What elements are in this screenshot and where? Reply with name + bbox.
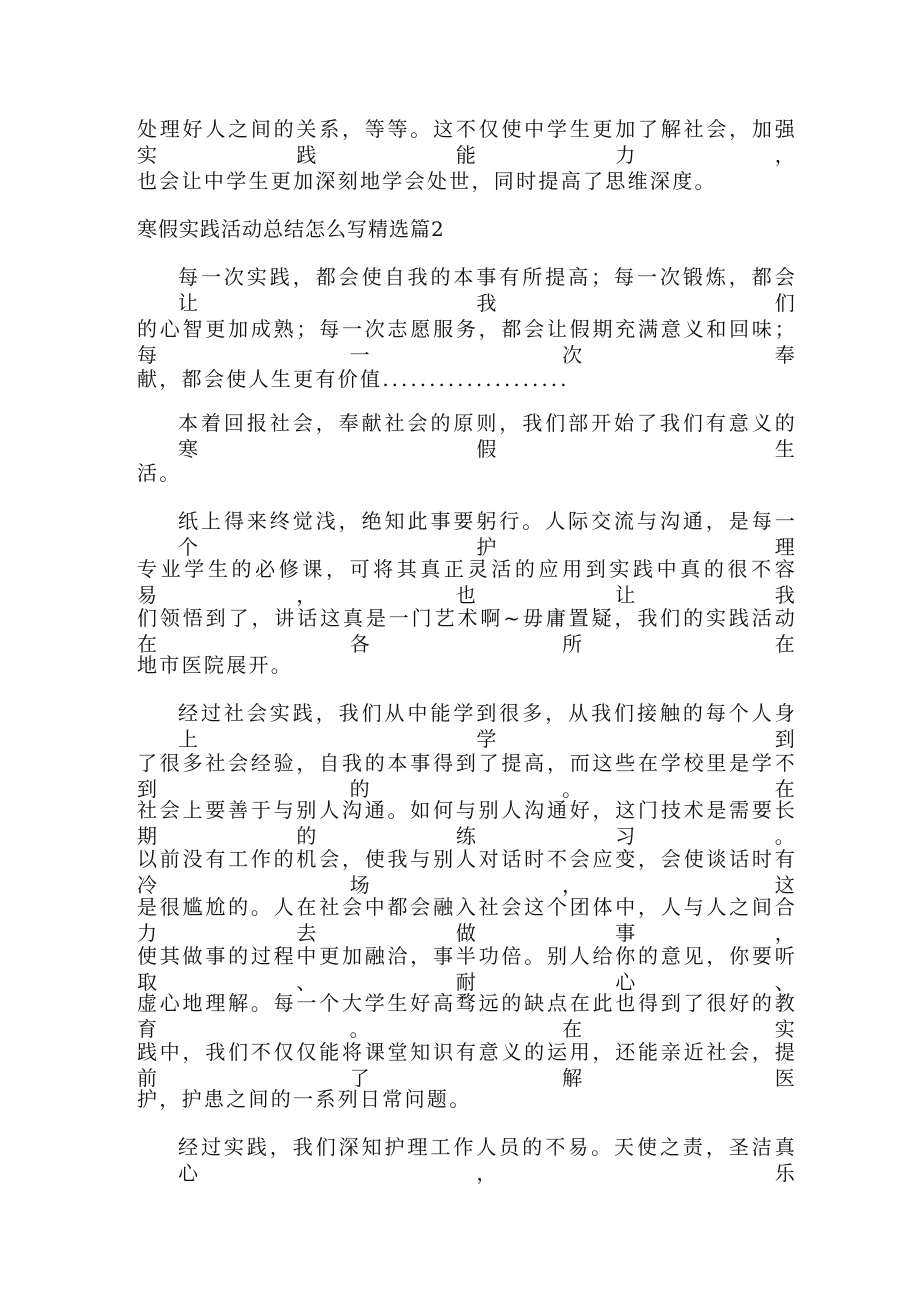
- paragraph4-line-8: 践中，我们不仅仅能将课堂知识有意义的运用，还能亲近社会，提前了解医: [137, 1040, 797, 1090]
- paragraph3-line-1: 纸上得来终觉浅，绝知此事要躬行。人际交流与沟通，是每一个护理: [178, 509, 797, 559]
- continuation-line-2: 也会让中学生更加深刻地学会处世，同时提高了思维深度。: [137, 169, 717, 193]
- paragraph2-line-2: 活。: [137, 461, 182, 485]
- paragraph1-line-1: 每一次实践，都会使自我的本事有所提高；每一次锻炼，都会让我们: [178, 265, 797, 315]
- continuation-line-1: 处理好人之间的关系，等等。这不仅使中学生更加了解社会，加强实践能力，: [137, 117, 797, 167]
- paragraph1-line-3-text: 献，都会使人生更有价值: [137, 367, 383, 391]
- paragraph4-line-7: 虚心地理解。每一个大学生好高骛远的缺点在此也得到了很好的教育。在实: [137, 991, 797, 1041]
- paragraph3-line-4: 地市医院展开。: [137, 653, 294, 677]
- paragraph4-line-5: 是很尴尬的。人在社会中都会融入社会这个团体中，人与人之间合力去做事，: [137, 895, 797, 945]
- paragraph1-line-3: [137, 366, 797, 392]
- paragraph4-line-2: 了很多社会经验，自我的本事得到了提高，而这些在学校里是学不到的。在: [137, 751, 797, 801]
- paragraph3-line-3: 们领悟到了，讲话这真是一门艺术啊~毋庸置疑，我们的实践活动在各所在: [137, 606, 797, 656]
- paragraph4-line-3: 社会上要善于与别人沟通。如何与别人沟通好，这门技术是需要长期的练习。: [137, 798, 797, 848]
- paragraph2-line-1: 本着回报社会，奉献社会的原则，我们部开始了我们有意义的寒假生: [178, 411, 797, 461]
- paragraph1-line-2: 的心智更加成熟；每一次志愿服务，都会让假期充满意义和回味；每一次奉: [137, 317, 797, 367]
- section-title: 寒假实践活动总结怎么写精选篇2: [137, 217, 445, 241]
- paragraph5-line-1: 经过实践，我们深知护理工作人员的不易。天使之责，圣洁真心，乐: [178, 1135, 797, 1185]
- paragraph4-line-9: 护，护患之间的一系列日常问题。: [137, 1087, 472, 1111]
- paragraph4-line-4: 以前没有工作的机会，使我与别人对话时不会应变，会使谈话时有冷场，这: [137, 847, 797, 897]
- paragraph3-line-2: 专业学生的必修课，可将其真正灵活的应用到实践中真的很不容易，也让我: [137, 557, 797, 607]
- paragraph4-line-6: 使其做事的过程中更加融洽，事半功倍。别人给你的意见，你要听取、耐心、: [137, 944, 797, 994]
- paragraph4-line-1: 经过社会实践，我们从中能学到很多，从我们接触的每个人身上学到: [178, 701, 797, 751]
- paragraph1-ellipsis: ....................: [382, 367, 570, 391]
